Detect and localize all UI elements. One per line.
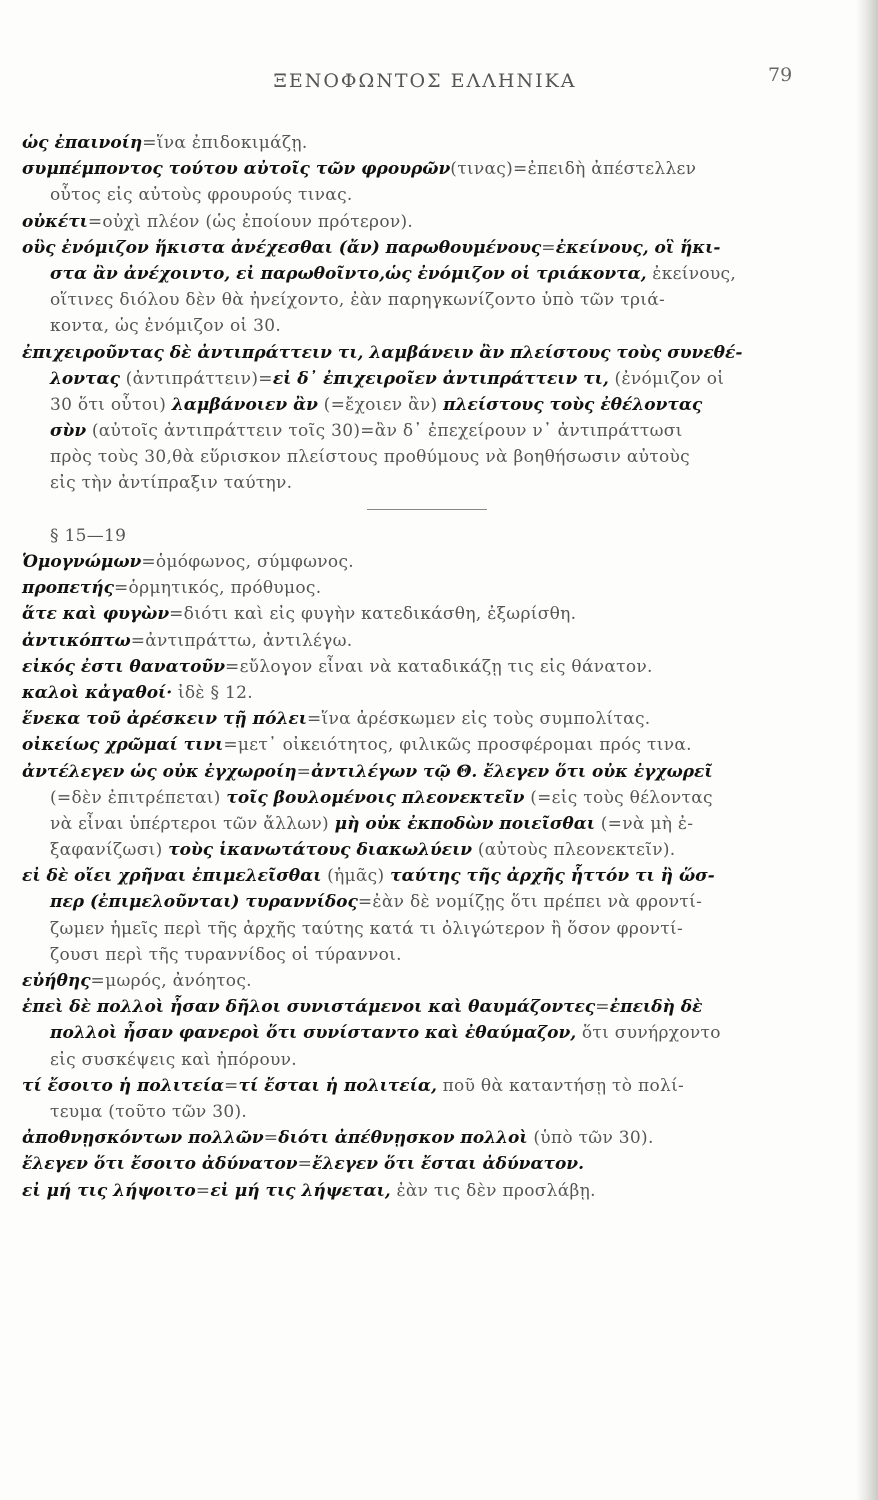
text-line	[22, 601, 822, 627]
lemma-text: σὺν	[50, 421, 87, 442]
text-line	[22, 392, 822, 418]
text-line	[22, 1047, 822, 1073]
lemma-text: καλοὶ κἀγαθοί·	[22, 682, 173, 703]
gloss-text: (ἡμᾶς)	[321, 866, 391, 887]
lemma-text: οἰκείως χρῶμαί τινι	[22, 735, 224, 756]
lemma-text: λαμβάνοιεν ἂν	[171, 394, 318, 415]
text-line	[22, 549, 822, 575]
text-line	[22, 340, 822, 366]
lemma-text: διότι ἀπέθνῃσκον πολλοὶ	[278, 1128, 528, 1149]
lemma-text: τοῖς βουλομένοις πλεονεκτεῖν	[226, 787, 525, 808]
lemma-text: Ὁμογνώμων	[22, 552, 142, 572]
gloss-text: κοντα, ὡς ἐνόμιζον οἱ 30.	[50, 316, 282, 337]
lemma-text: εὐήθης	[22, 971, 91, 991]
gloss-text: (=νὰ μὴ ἐ-	[595, 813, 694, 834]
gloss-text: οὗτος εἰς αὐτοὺς φρουρούς τινας.	[50, 185, 353, 206]
text-line	[22, 366, 822, 392]
gloss-text: =ὁρμητικός, πρόθυμος.	[114, 578, 322, 599]
text-line	[22, 968, 822, 994]
commentary-body	[22, 130, 822, 1204]
lemma-text: ἔλεγεν ὅτι ἔσται ἀδύνατον.	[312, 1154, 585, 1175]
lemma-text: πολλοὶ ἦσαν φανεροὶ ὅτι συνίσταντο καὶ ἐθαύμαζον,	[50, 1023, 577, 1044]
text-line	[22, 706, 822, 732]
lemma-text: εἰ δ᾽ ἐπιχειροῖεν ἀντιπράττειν τι,	[272, 368, 609, 389]
text-line	[22, 811, 822, 837]
text-line	[22, 732, 822, 758]
gloss-text: =ἐὰν δὲ νομίζῃς ὅτι πρέπει νὰ φροντί-	[357, 892, 703, 913]
gloss-text: ἐὰν τις δὲν προσλάβῃ.	[390, 1180, 596, 1201]
gloss-text: =ἀντιπράττω, ἀντιλέγω.	[130, 630, 353, 651]
gloss-text: (=εἰς τοὺς θέλοντας	[524, 787, 713, 808]
lemma-text: μὴ οὐκ ἐκποδὼν ποιεῖσθαι	[334, 813, 596, 834]
text-line	[22, 1178, 822, 1204]
lemma-text: συμπέμποντος τούτου αὐτοῖς τῶν φρουρῶν	[22, 159, 451, 180]
lemma-text: εἰ δὲ οἴει χρῆναι ἐπιμελεῖσθαι	[22, 866, 322, 887]
text-line	[22, 182, 822, 208]
lemma-text: ἐπιχειροῦντας δὲ ἀντιπράττειν τι, λαμβάνειν ἂν πλείστους τοὺς συνεθέ-	[22, 342, 743, 363]
gloss-text: ζωμεν ἡμεῖς περὶ τῆς ἀρχῆς ταύτης κατά τι ὀλιγώτερον ἢ ὅσον φροντί-	[50, 918, 684, 939]
lemma-text: ὡς ἐπαινοίη	[22, 133, 143, 153]
text-line	[22, 470, 822, 496]
text-line	[22, 863, 822, 889]
running-title: ΞΕΝΟΦΩΝΤΟΣ ΕΛΛΗΝΙΚΑ	[273, 70, 577, 92]
text-line	[22, 1073, 822, 1099]
text-line	[22, 287, 822, 313]
gloss-text: (αὐτοὺς πλεονεκτεῖν).	[472, 840, 676, 861]
text-line	[22, 1099, 822, 1125]
page-edge-shadow	[856, 0, 878, 1500]
gloss-text: ἐκείνους,	[646, 263, 737, 284]
text-line	[22, 130, 822, 156]
gloss-text: πρὸς τοὺς 30,θὰ εὕρισκον πλείστους προθύμους νὰ βοηθήσωσιν αὐτοὺς	[50, 447, 690, 468]
gloss-text: =	[297, 1154, 313, 1175]
lemma-text: ἐπεὶ δὲ πολλοὶ ἦσαν δῆλοι συνιστάμενοι καὶ θαυμάζοντες	[22, 997, 596, 1018]
lemma-text: εἰ μή τις λήψεται,	[210, 1180, 391, 1201]
text-line	[22, 1020, 822, 1046]
text-line	[22, 156, 822, 182]
lemma-text: ἐκείνους, οἳ ἥκι-	[555, 237, 721, 258]
lemma-text: εἰ μή τις λήψοιτο	[22, 1180, 196, 1201]
lemma-text: ἀντέλεγεν ὡς οὐκ ἐγχωροίη	[22, 761, 297, 782]
gloss-text: νὰ εἶναι ὑπέρτεροι τῶν ἄλλων)	[50, 813, 335, 834]
text-line	[22, 261, 822, 287]
gloss-text: ποῦ θὰ καταντήσῃ τὸ πολί-	[436, 1075, 685, 1096]
gloss-text: =	[595, 997, 610, 1018]
lemma-text: ἅτε καὶ φυγὼν	[22, 604, 170, 625]
text-line	[22, 889, 822, 915]
text-line	[22, 654, 822, 680]
gloss-text: =εὔλογον εἶναι νὰ καταδικάζῃ τις εἰς θάνατον.	[225, 656, 653, 677]
text-line	[22, 1125, 822, 1151]
gloss-text: ζουσι περὶ τῆς τυραννίδος οἱ τύραννοι.	[50, 944, 402, 965]
lemma-text: τοὺς ἱκανωτάτους διακωλύειν	[168, 840, 473, 861]
text-line	[22, 994, 822, 1020]
gloss-text: =	[541, 237, 556, 258]
text-line	[22, 209, 822, 235]
lemma-text: ἀντικόπτω	[22, 630, 131, 651]
text-line	[22, 313, 822, 339]
gloss-text: =ὁμόφωνος, σύμφωνος.	[141, 552, 354, 572]
gloss-text: =	[224, 1075, 239, 1096]
lemma-text: ἀποθνῃσκόντων πολλῶν	[22, 1128, 264, 1149]
text-line	[22, 418, 822, 444]
gloss-text: (ὑπὸ τῶν 30).	[527, 1128, 654, 1149]
lemma-text: τί ἔσται ἡ πολιτεία,	[238, 1075, 437, 1096]
gloss-text: =μωρός, ἀνόητος.	[90, 971, 252, 991]
running-head	[0, 64, 878, 100]
lemma-text: ἔλεγεν ὅτι ἔσοιτο ἀδύνατον	[22, 1154, 298, 1175]
gloss-text: (=δὲν ἐπιτρέπεται)	[50, 787, 227, 808]
lemma-text: εἰκός ἐστι θανατοῦν	[22, 656, 226, 677]
text-line	[22, 916, 822, 942]
section-divider	[22, 497, 822, 523]
text-line	[22, 235, 822, 261]
text-line	[22, 523, 822, 549]
lemma-text: περ (ἐπιμελοῦνται) τυραννίδος	[50, 892, 358, 913]
lemma-text: λοντας	[50, 368, 120, 389]
gloss-text: =ἵνα ἐπιδοκιμάζῃ.	[142, 133, 308, 153]
gloss-text: ἰδὲ § 12.	[172, 682, 253, 703]
gloss-text: εἰς συσκέψεις καὶ ἠπόρουν.	[50, 1049, 297, 1070]
text-line	[22, 759, 822, 785]
gloss-text: =διότι καὶ εἰς φυγὴν κατεδικάσθη, ἐξωρίσθη.	[169, 604, 577, 625]
gloss-text: =	[263, 1128, 279, 1149]
gloss-text: =μετ᾽ οἰκειότητος, φιλικῶς προσφέρομαι πρός τινα.	[223, 735, 692, 756]
lemma-text: ἕνεκα τοῦ ἀρέσκειν τῇ πόλει	[22, 709, 307, 730]
gloss-text: (ἀντιπράττειν)=	[119, 368, 273, 389]
gloss-text: ξαφανίζωσι)	[50, 840, 169, 861]
gloss-text: § 15—19	[50, 525, 127, 546]
text-line	[22, 628, 822, 654]
gloss-text: εἰς τὴν ἀντίπραξιν ταύτην.	[50, 473, 293, 494]
divider-rule	[367, 509, 487, 510]
gloss-text: ὅτι συνήρχοντο	[576, 1023, 721, 1044]
lemma-text: ἐπειδὴ δὲ	[609, 997, 703, 1018]
gloss-text: τευμα (τοῦτο τῶν 30).	[50, 1101, 248, 1122]
gloss-text: (τινας)=ἐπειδὴ ἀπέστελλεν	[450, 159, 697, 180]
gloss-text: =	[296, 761, 312, 782]
gloss-text: (ἐνόμιζον οἱ	[608, 368, 725, 389]
gloss-text: (αὐτοῖς ἀντιπράττειν τοῖς 30)=ἂν δ᾽ ἐπεχείρουν ν᾽ ἀντιπράττωσι	[86, 421, 683, 442]
text-line	[22, 942, 822, 968]
lemma-text: στα ἂν ἀνέχοιντο, εἰ παρωθοῖντο,ὡς ἐνόμιζον οἱ τριάκοντα,	[50, 263, 647, 284]
text-line	[22, 837, 822, 863]
lemma-text: προπετής	[22, 578, 115, 599]
text-line	[22, 1151, 822, 1177]
text-line	[22, 575, 822, 601]
gloss-text: 30 ὅτι οὗτοι)	[50, 394, 172, 415]
text-line	[22, 444, 822, 470]
text-line	[22, 785, 822, 811]
lemma-text: οὐκέτι	[22, 211, 88, 232]
page-number: 79	[768, 64, 793, 86]
lemma-text: πλείστους τοὺς ἐθέλοντας	[443, 394, 703, 415]
gloss-text: =οὐχὶ πλέον (ὡς ἐποίουν πρότερον).	[87, 211, 414, 232]
text-line	[22, 680, 822, 706]
gloss-text: =	[195, 1180, 211, 1201]
gloss-text: =ἵνα ἀρέσκωμεν εἰς τοὺς συμπολίτας.	[306, 709, 651, 730]
lemma-text: τί ἔσοιτο ἡ πολιτεία	[22, 1075, 224, 1096]
gloss-text: οἵτινες διόλου δὲν θὰ ἠνείχοντο, ἐὰν παρηγκωνίζοντο ὑπὸ τῶν τριά-	[50, 290, 666, 311]
lemma-text: ἀντιλέγων τῷ Θ. ἔλεγεν ὅτι οὐκ ἐγχωρεῖ	[311, 761, 713, 782]
lemma-text: οὓς ἐνόμιζον ἥκιστα ἀνέχεσθαι (ἄν) παρωθουμένους	[22, 237, 542, 258]
gloss-text: (=ἔχοιεν ἂν)	[317, 394, 444, 415]
lemma-text: ταύτης τῆς ἀρχῆς ἧττόν τι ἢ ὥσ-	[390, 866, 715, 887]
